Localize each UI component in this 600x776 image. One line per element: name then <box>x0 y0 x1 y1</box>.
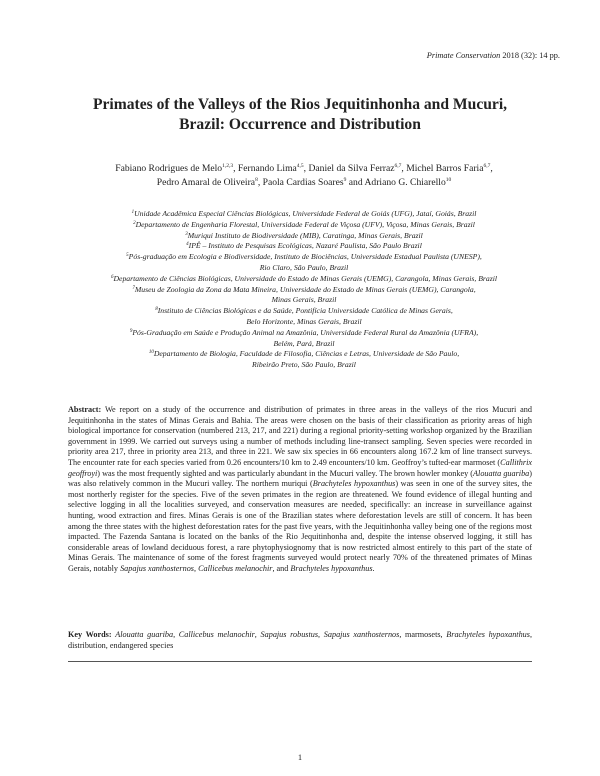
affiliation-text: Belém, Pará, Brazil <box>273 338 335 348</box>
affiliation-text: Departamento de Biologia, Faculdade de Filosofia, Ciências e Letras, Universidade de São Paulo, <box>153 349 460 359</box>
affiliation-number: 3 <box>185 231 188 237</box>
affiliation-text: Rio Claro, São Paulo, Brazil <box>259 262 349 272</box>
affiliation-list <box>44 209 564 371</box>
author <box>157 177 263 188</box>
species-name: Callicebus melanochir <box>178 630 255 639</box>
author-affiliation-sup: 9 <box>343 176 347 183</box>
text-run: , and <box>272 563 291 573</box>
species-name: Sapajus xanthosternos <box>120 563 194 573</box>
author-name: Fernando Lima <box>237 163 297 174</box>
text-run: , <box>173 630 179 639</box>
affiliation-text: Pós-Graduação em Saúde e Produção Animal na Amazônia, Universidade Federal Rural da Amazônia (UFRA), <box>132 327 479 337</box>
affiliation-text: Belo Horizonte, Minas Gerais, Brazil <box>246 316 362 326</box>
author-affiliation-sup: 6,7 <box>483 163 491 169</box>
affiliation <box>44 252 564 274</box>
author-name: Adriano G. Chiarello <box>364 176 446 188</box>
affiliation-number: 10 <box>148 350 154 356</box>
author-list <box>44 162 564 189</box>
affiliation-text: Departamento de Ciências Biológicas, Universidade do Estado de Minas Gerais (UEMG), Carangola, Minas Gerais, Brazil <box>113 273 497 283</box>
abstract-text <box>68 405 532 573</box>
affiliation-number: 5 <box>126 253 129 259</box>
text-run: , distribution, endangered species <box>68 630 533 650</box>
text-run: , <box>194 563 199 573</box>
author-separator: , <box>257 176 263 188</box>
species-name: Sapajus xanthosternos <box>323 630 400 639</box>
affiliation <box>44 349 564 371</box>
text-run: ) was the most frequently sighted and was particularly abundant in the Mucuri valley. The brown howler monkey ( <box>97 468 474 478</box>
keywords-text <box>68 630 532 650</box>
affiliation-text: Museu de Zoologia da Zona da Mata Mineira, Universidade do Estado de Minas Gerais (UEMG), Carangola, <box>134 284 476 294</box>
section-divider <box>68 661 532 662</box>
affiliation <box>44 306 564 328</box>
text-run: . <box>372 563 375 573</box>
affiliation-text: Ribeirão Preto, São Paulo, Brazil <box>252 360 356 370</box>
affiliation-number: 8 <box>155 307 158 313</box>
author <box>115 163 238 174</box>
affiliation-text: Muriqui Instituto de Biodiversidade (MIB), Caratinga, Minas Gerais, Brazil <box>187 230 423 240</box>
author-affiliation-sup: 6,7 <box>394 163 402 169</box>
author-separator: , <box>401 163 407 174</box>
journal-name: Primate Conservation <box>426 51 501 60</box>
citation: 2018 (32): 14 pp. <box>500 51 560 60</box>
affiliation-text: IPÊ – Instituto de Pesquisas Ecológicas, Nazaré Paulista, São Paulo Brazil <box>188 241 422 251</box>
title-line: Primates of the Valleys of the Rios Jequitinhonha and Mucuri, <box>92 96 508 113</box>
affiliation <box>44 231 564 242</box>
species-name: Callicebus melanochir <box>198 563 273 573</box>
affiliation <box>44 241 564 252</box>
author <box>308 163 406 174</box>
keywords-label: Key Words: <box>68 630 112 639</box>
affiliation-text: Minas Gerais, Brazil <box>271 295 337 305</box>
species-name: Brachyteles hypoxanthus <box>290 563 373 573</box>
author-separator: and <box>346 176 365 188</box>
page-number: 1 <box>297 752 303 762</box>
affiliation-text: Pós-graduação em Ecologia e Biodiversidade, Instituto de Biociências, Universidade Estadual Paulista (UNESP), <box>128 252 482 262</box>
author-separator: , <box>303 163 309 174</box>
running-header <box>427 51 560 60</box>
affiliation <box>44 328 564 350</box>
affiliation <box>44 274 564 285</box>
affiliation-text: Instituto de Ciências Biológicas e da Saúde, Pontifícia Universidade Católica de Minas Gerais, <box>157 306 453 316</box>
species-name: Callithrix geoffroyi <box>68 457 532 478</box>
text-run: , <box>318 630 324 639</box>
species-name: Alouatta guariba <box>115 630 174 639</box>
author-separator: , <box>233 163 238 174</box>
author <box>263 177 365 188</box>
species-name: Alouatta guariba <box>473 468 530 478</box>
text-run: , <box>254 630 261 639</box>
affiliation-number: 1 <box>131 210 135 215</box>
affiliation-number: 6 <box>111 274 114 280</box>
title-line: Brazil: Occurrence and Distribution <box>179 116 421 133</box>
author-separator: , <box>490 163 493 174</box>
affiliation-number: 9 <box>129 328 133 334</box>
text-run: We report on a study of the occurrence and distribution of primates in three areas in the valleys of the rios Mucuri and Jequitinhonha in the states of Minas Gerais and Bahia. The areas were chosen on the basis of their classification as priority areas of high biological importance for conservation (numbered 213, 217, and 221) during a regional priority-setting workshop organized by the Brazilian government in 1999. We carried out surveys using a number of methods including line-transect sampling. Seven species were recorded in priority area 217, three in priority area 213, and three in 221. We saw six species in 66 encounters along 167.2 km of line transect surveys. The encounter rate for each species varied from 0.26 encounters/10 km to 2.49 encounters/10 km. Geoffroy’s tufted-ear marmoset ( <box>68 405 532 467</box>
affiliation <box>44 285 564 307</box>
author-affiliation-sup: 1,2,3 <box>222 163 234 169</box>
author-affiliation-sup: 8 <box>255 176 258 183</box>
text-run: ) was also relatively common in the Mucuri valley. The northern muriqui ( <box>68 468 532 489</box>
author-name: Fabiano Rodrigues de Melo <box>115 163 223 174</box>
author-name: Daniel da Silva Ferraz <box>308 163 395 174</box>
author <box>364 177 451 188</box>
author-affiliation-sup: 4,5 <box>296 163 304 169</box>
affiliation <box>44 209 564 220</box>
affiliation-text: Departamento de Engenharia Florestal, Universidade Federal de Viçosa (UFV), Viçosa, Minas Gerais, Brazil <box>135 219 475 229</box>
species-name: Brachyteles hypoxanthus <box>446 630 530 639</box>
author-affiliation-sup: 10 <box>445 176 452 183</box>
species-name: Sapajus robustus <box>260 630 319 639</box>
author-name: Paola Cardias Soares <box>262 176 344 188</box>
affiliation-number: 7 <box>132 285 135 291</box>
paper-title <box>40 95 560 135</box>
text-run: , marmosets, <box>399 630 447 639</box>
keywords <box>68 630 532 651</box>
author-name: Michel Barros Faria <box>406 163 484 174</box>
abstract-label: Abstract: <box>68 405 102 414</box>
abstract <box>68 405 532 575</box>
author <box>406 163 493 174</box>
text-run: ) was seen in one of the survey sites, the most northerly register for the species. Five of the seven primates in the region are threatened. We found evidence of illegal hunting and selective logging in all the localities surveyed, and conservation measures are needed, specifically: an increase in surveillance against hunting, wood extraction and fires. Minas Gerais is one of the Brazilian states where deforestation levels are still of concern. It has been among the three states with the highest deforestation rates for the past five years, with the Jequitinhonha valley being one of the regions most impacted. The Fazenda Santana is located on the banks of the Rio Jequitinhonha and, despite the intense observed logging, it still has considerable areas of lowland deciduous forest, a rare phytophysiognomy that is now restricted almost entirely to this part of the state of Minas Gerais. The maintenance of some of the forest fragments surveyed would protect nearly 70% of the threatened primates of Minas Gerais, notably <box>68 479 532 573</box>
affiliation-text: Unidade Acadêmica Especial Ciências Biológicas, Universidade Federal de Goiás (UFG), Jataí, Goiás, Brazil <box>134 209 477 218</box>
author-name: Pedro Amaral de Oliveira <box>156 176 256 188</box>
author <box>238 163 309 174</box>
affiliation-number: 4 <box>186 242 189 248</box>
affiliation-number: 2 <box>133 220 136 226</box>
species-name: Brachyteles hypoxanthus <box>312 479 396 489</box>
affiliation <box>44 220 564 231</box>
